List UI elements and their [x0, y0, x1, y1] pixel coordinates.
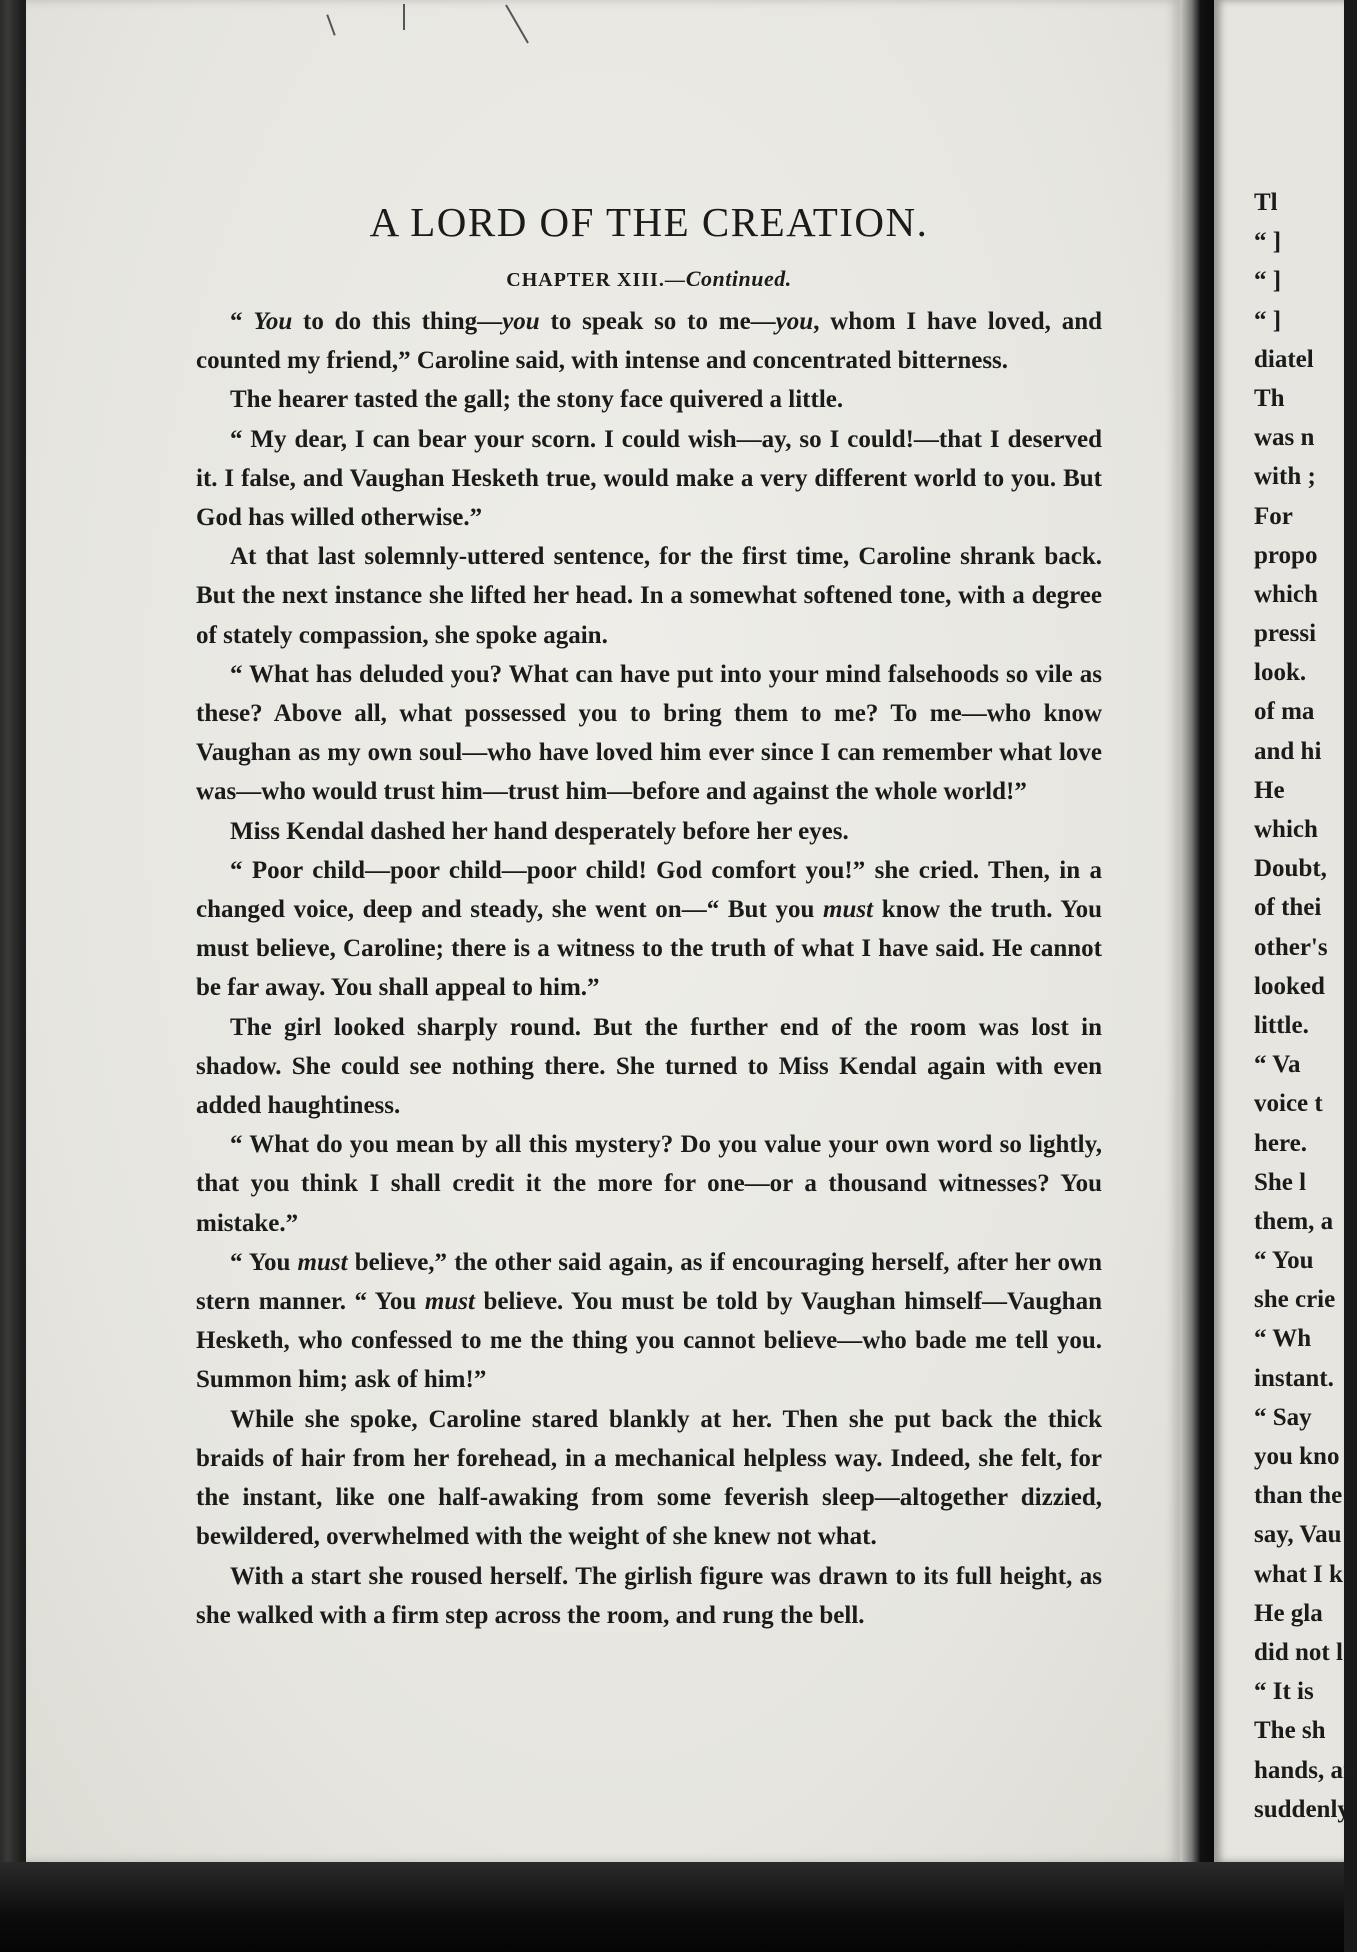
right-page-line: propo	[1254, 541, 1318, 569]
right-page-line: pressi	[1254, 620, 1317, 648]
right-page-line: of ma	[1254, 698, 1315, 726]
right-page-line: “ ]	[1254, 267, 1282, 295]
text-run: The girl looked sharply round. But the further end of the room was lost in shadow. She could see nothing there. She turned to Miss Kendal again with even added haughtiness.	[196, 1013, 1102, 1120]
text-run: “	[230, 308, 254, 335]
right-page-line: hands, an	[1254, 1756, 1357, 1784]
right-page-line: The sh	[1254, 1717, 1326, 1745]
paragraph	[196, 1400, 1102, 1557]
right-page-line: Th	[1254, 384, 1285, 412]
bottom-shadow	[0, 1862, 1344, 1952]
chapter-heading	[196, 266, 1102, 292]
paragraph	[196, 1125, 1102, 1243]
right-page-line: “ Wh	[1254, 1325, 1312, 1353]
text-run: to speak so to me—	[539, 308, 776, 335]
right-page-line: instant.	[1254, 1364, 1334, 1392]
right-page-line: you kno	[1254, 1443, 1340, 1470]
chapter-continued: Continued.	[685, 266, 792, 291]
right-page-line: other's	[1254, 933, 1328, 961]
right-page-line: them, a	[1254, 1207, 1334, 1235]
margin-mark	[403, 4, 405, 30]
right-page-line: He	[1254, 776, 1285, 804]
paragraph	[196, 851, 1102, 1008]
italic-text: must	[424, 1288, 475, 1316]
italic-text: you	[502, 308, 540, 335]
text-run: , whom I have loved, and counted my friend,” Caroline said, with intense and concentrated bitterness.	[196, 308, 1103, 375]
italic-text: you	[775, 308, 814, 335]
right-page-line: was n	[1254, 424, 1315, 452]
right-page-line: did not l	[1254, 1638, 1343, 1666]
text-run: “ Poor child—poor child—poor child! God comfort you!” she cried. Then, in a changed voice, deep and steady, she went on—“ But you	[196, 856, 1102, 924]
right-page-line: what I k	[1254, 1560, 1343, 1588]
text-run: “ My dear, I can bear your scorn. I could wish—ay, so I could!—that I deserved it. I false, and Vaughan Hesketh true, would make a very different world to you. But God has willed otherwise.”	[196, 425, 1102, 532]
right-page-line: here.	[1254, 1129, 1307, 1157]
text-run: to do this thing—	[292, 308, 503, 335]
paragraph	[196, 812, 1102, 851]
page-content	[196, 198, 1102, 1635]
text-run: Miss Kendal dashed her hand desperately before her eyes.	[230, 817, 849, 845]
right-page-text	[1254, 183, 1357, 1829]
right-page-line: looked	[1254, 972, 1325, 1000]
right-page-line: He gla	[1254, 1599, 1323, 1627]
paragraph	[196, 537, 1102, 655]
text-run: “ What do you mean by all this mystery? Do you value your own word so lightly, that you think I shall credit it the more for one—or a thousand witnesses? You mistake.”	[196, 1131, 1102, 1237]
right-page-line: which	[1254, 816, 1318, 843]
right-page-line: with ;	[1254, 463, 1316, 491]
right-page-line: diatel	[1254, 345, 1314, 373]
paragraph	[196, 1008, 1102, 1126]
book-gutter	[1180, 0, 1214, 1862]
italic-text: You	[253, 308, 293, 335]
italic-text: must	[823, 896, 874, 924]
paragraph	[196, 1243, 1102, 1400]
right-page-line: suddenly	[1254, 1795, 1350, 1823]
text-run: While she spoke, Caroline stared blankly at her. Then she put back the thick braids of hair from her forehead, in a mechanical helpless way. Indeed, she felt, for the instant, like one half-awaking from some feverish sleep—altogether dizzied, bewildered, overwhelmed with the weight of she knew not what.	[196, 1405, 1102, 1551]
paragraph	[196, 380, 1102, 419]
text-run: At that last solemnly-uttered sentence, for the first time, Caroline shrank back. But the next instance she lifted her head. In a somewhat softened tone, with a degree of stately compassion, she spoke again.	[196, 543, 1102, 649]
right-page-line: of thei	[1254, 894, 1322, 922]
right-page-line: “ It is	[1254, 1678, 1314, 1706]
right-page-line: “ You	[1254, 1247, 1314, 1275]
paragraph	[196, 302, 1102, 380]
text-run: believe,” the other said again, as if encouraging herself, after her own stern manner. “ You	[196, 1248, 1102, 1316]
right-page-line: little.	[1254, 1011, 1309, 1039]
right-page-line: “ Va	[1254, 1051, 1301, 1079]
chapter-label: CHAPTER XIII.—	[506, 269, 686, 291]
text-run: “ You	[230, 1248, 298, 1276]
right-page-line: “ ]	[1254, 228, 1282, 256]
right-page-line: voice t	[1254, 1090, 1323, 1118]
text-run: “ What has deluded you? What can have put into your mind falsehoods so vile as these? Above all, what possessed you to bring them to me? To me—who know Vaughan as my own soul—who have loved him ever since I can remember what love was—who would trust him—trust him—before and against the whole world!”	[196, 660, 1102, 806]
right-page-line: and hi	[1254, 737, 1322, 765]
right-page-line: she crie	[1254, 1286, 1336, 1314]
right-page-line: say, Vau	[1254, 1521, 1342, 1549]
right-page-line: Doubt,	[1254, 855, 1327, 883]
text-run: believe. You must be told by Vaughan himself—Vaughan Hesketh, who confessed to me the thing you cannot believe—who bade me tell you. Summon him; ask of him!”	[196, 1288, 1102, 1394]
text-run: With a start she roused herself. The girlish figure was drawn to its full height, as she walked with a firm step across the room, and rung the bell.	[196, 1562, 1102, 1629]
right-page-line: “ Say	[1254, 1403, 1312, 1431]
story-title: A LORD OF THE CREATION.	[369, 199, 929, 245]
body-text	[196, 302, 1102, 1635]
paragraph	[196, 1557, 1102, 1635]
paragraph	[196, 655, 1102, 812]
text-run: know the truth. You must believe, Caroline; there is a witness to the truth of what I have said. He cannot be far away. You shall appeal to him.”	[196, 896, 1102, 1002]
paragraph	[196, 420, 1102, 538]
right-page-line: than the	[1254, 1482, 1343, 1510]
right-page-line: She l	[1254, 1168, 1307, 1196]
italic-text: must	[297, 1248, 348, 1276]
right-page-line: look.	[1254, 659, 1307, 687]
right-page-line: “ ]	[1254, 306, 1282, 334]
text-run: The hearer tasted the gall; the stony face quivered a little.	[230, 386, 844, 414]
right-page-line: Tl	[1254, 189, 1278, 216]
right-page-line: For	[1254, 502, 1293, 530]
right-page-line: which	[1254, 580, 1318, 608]
